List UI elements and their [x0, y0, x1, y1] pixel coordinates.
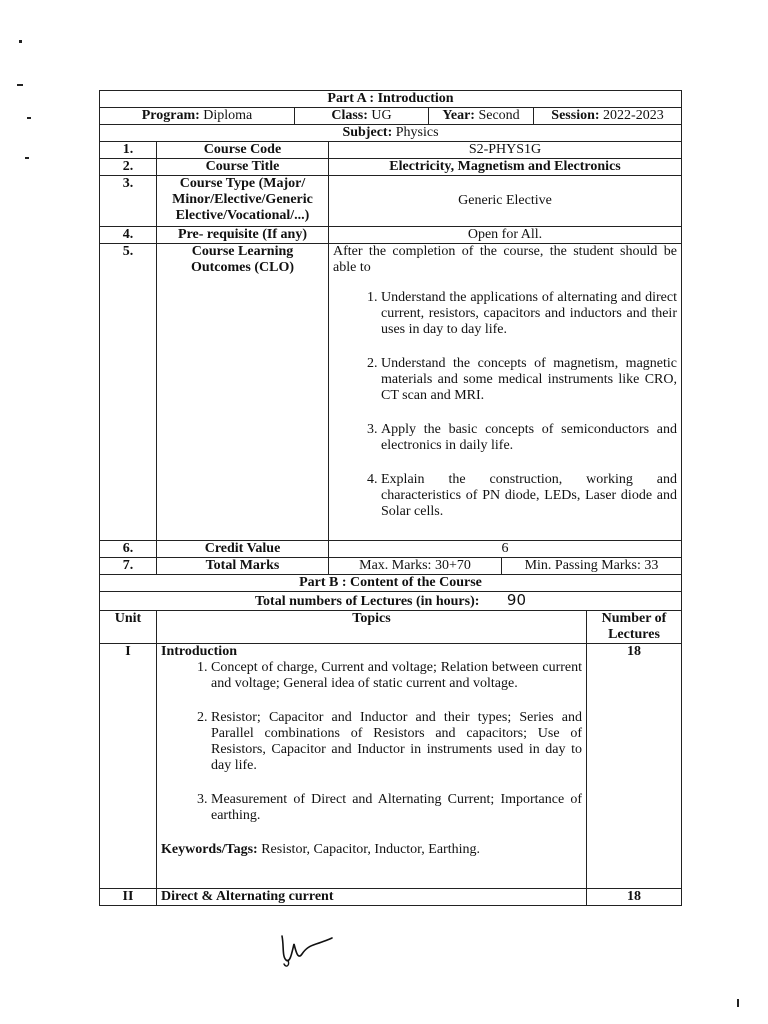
total-marks-label: Total Marks [157, 558, 329, 575]
topic-item: 2. Resistor; Capacitor and Inductor and their types; Series and Parallel combinations of Resistors and capacitors; Use of Resistors, Capacitor and Inductor in instruments used in day to day life. [211, 710, 582, 774]
prerequisite-value: Open for All. [329, 227, 682, 244]
unit-lectures: 18 [587, 644, 682, 889]
class-value: UG [371, 108, 392, 123]
row-number: 6. [100, 541, 157, 558]
program-row [100, 108, 681, 124]
topics-list [161, 660, 582, 824]
clo-item: 4. Explain the construction, working and characteristics of PN diode, LEDs, Laser diode and Solar cells. [381, 472, 677, 520]
credit-value: 6 [329, 541, 682, 558]
course-type-label: Course Type (Major/ Minor/Elective/Generic Elective/Vocational/...) [157, 176, 329, 227]
clo-cell [329, 244, 682, 541]
session-label: Session: [551, 108, 600, 123]
lectures-total-value: 90 [506, 591, 526, 609]
topics-header: Topics [157, 611, 587, 644]
row-number: 5. [100, 244, 157, 541]
clo-list [333, 290, 677, 520]
topic-item: 3. Measurement of Direct and Alternating Current; Importance of earthing. [211, 792, 582, 824]
prerequisite-label: Pre- requisite (If any) [157, 227, 329, 244]
max-marks: Max. Marks: 30+70 [329, 558, 502, 574]
lectures-header: Number of Lectures [587, 611, 682, 644]
unit-header: Unit [100, 611, 157, 644]
marks-row [329, 558, 681, 574]
lectures-total-label: Total numbers of Lectures (in hours): [255, 594, 480, 609]
clo-label: Course Learning Outcomes (CLO) [157, 244, 329, 541]
keywords-line [161, 842, 582, 858]
course-title-label: Course Title [157, 159, 329, 176]
row-number: 3. [100, 176, 157, 227]
keywords-label: Keywords/Tags: [161, 842, 258, 857]
course-sheet [99, 90, 681, 906]
credit-label: Credit Value [157, 541, 329, 558]
class-label: Class: [331, 108, 368, 123]
row-number: 7. [100, 558, 157, 575]
year-value: Second [478, 108, 520, 123]
subject-row [100, 125, 682, 142]
course-type-value: Generic Elective [329, 176, 682, 227]
part-b-title: Part B : Content of the Course [100, 575, 682, 592]
session-value: 2022-2023 [603, 108, 664, 123]
clo-intro: After the completion of the course, the student should be able to [333, 244, 677, 275]
course-code-label: Course Code [157, 142, 329, 159]
unit-title: Direct & Alternating current [157, 889, 587, 906]
unit-lectures: 18 [587, 889, 682, 906]
row-number: 1. [100, 142, 157, 159]
row-number: 2. [100, 159, 157, 176]
clo-item: 2. Understand the concepts of magnetism, magnetic materials and some medical instruments like CRO, CT scan and MRI. [381, 356, 677, 404]
part-b-table [99, 610, 682, 906]
topic-item: 1. Concept of charge, Current and voltage; Relation between current and voltage; General idea of static current and voltage. [211, 660, 582, 692]
lectures-total-row [100, 592, 682, 611]
subject-label: Subject: [342, 125, 393, 140]
year-label: Year: [442, 108, 475, 123]
program-value: Diploma [203, 108, 253, 123]
clo-item: 1. Understand the applications of alternating and direct current, resistors, capacitors and inductors and their uses in day to day life. [381, 290, 677, 338]
min-passing-marks: Min. Passing Marks: 33 [524, 558, 659, 573]
keywords-value: Resistor, Capacitor, Inductor, Earthing. [261, 842, 480, 857]
course-code-value: S2-PHYS1G [329, 142, 682, 159]
unit-number: I [100, 644, 157, 889]
part-a-title: Part A : Introduction [100, 91, 682, 108]
unit-number: II [100, 889, 157, 906]
handwritten-signature [276, 930, 336, 970]
program-label: Program: [141, 108, 200, 123]
clo-item: 3. Apply the basic concepts of semiconductors and electronics in daily life. [381, 422, 677, 454]
subject-value: Physics [395, 125, 439, 140]
row-number: 4. [100, 227, 157, 244]
unit-title: Introduction [161, 644, 237, 659]
unit-topics [157, 644, 587, 889]
part-a-table [99, 90, 682, 611]
course-title-value: Electricity, Magnetism and Electronics [329, 159, 682, 176]
